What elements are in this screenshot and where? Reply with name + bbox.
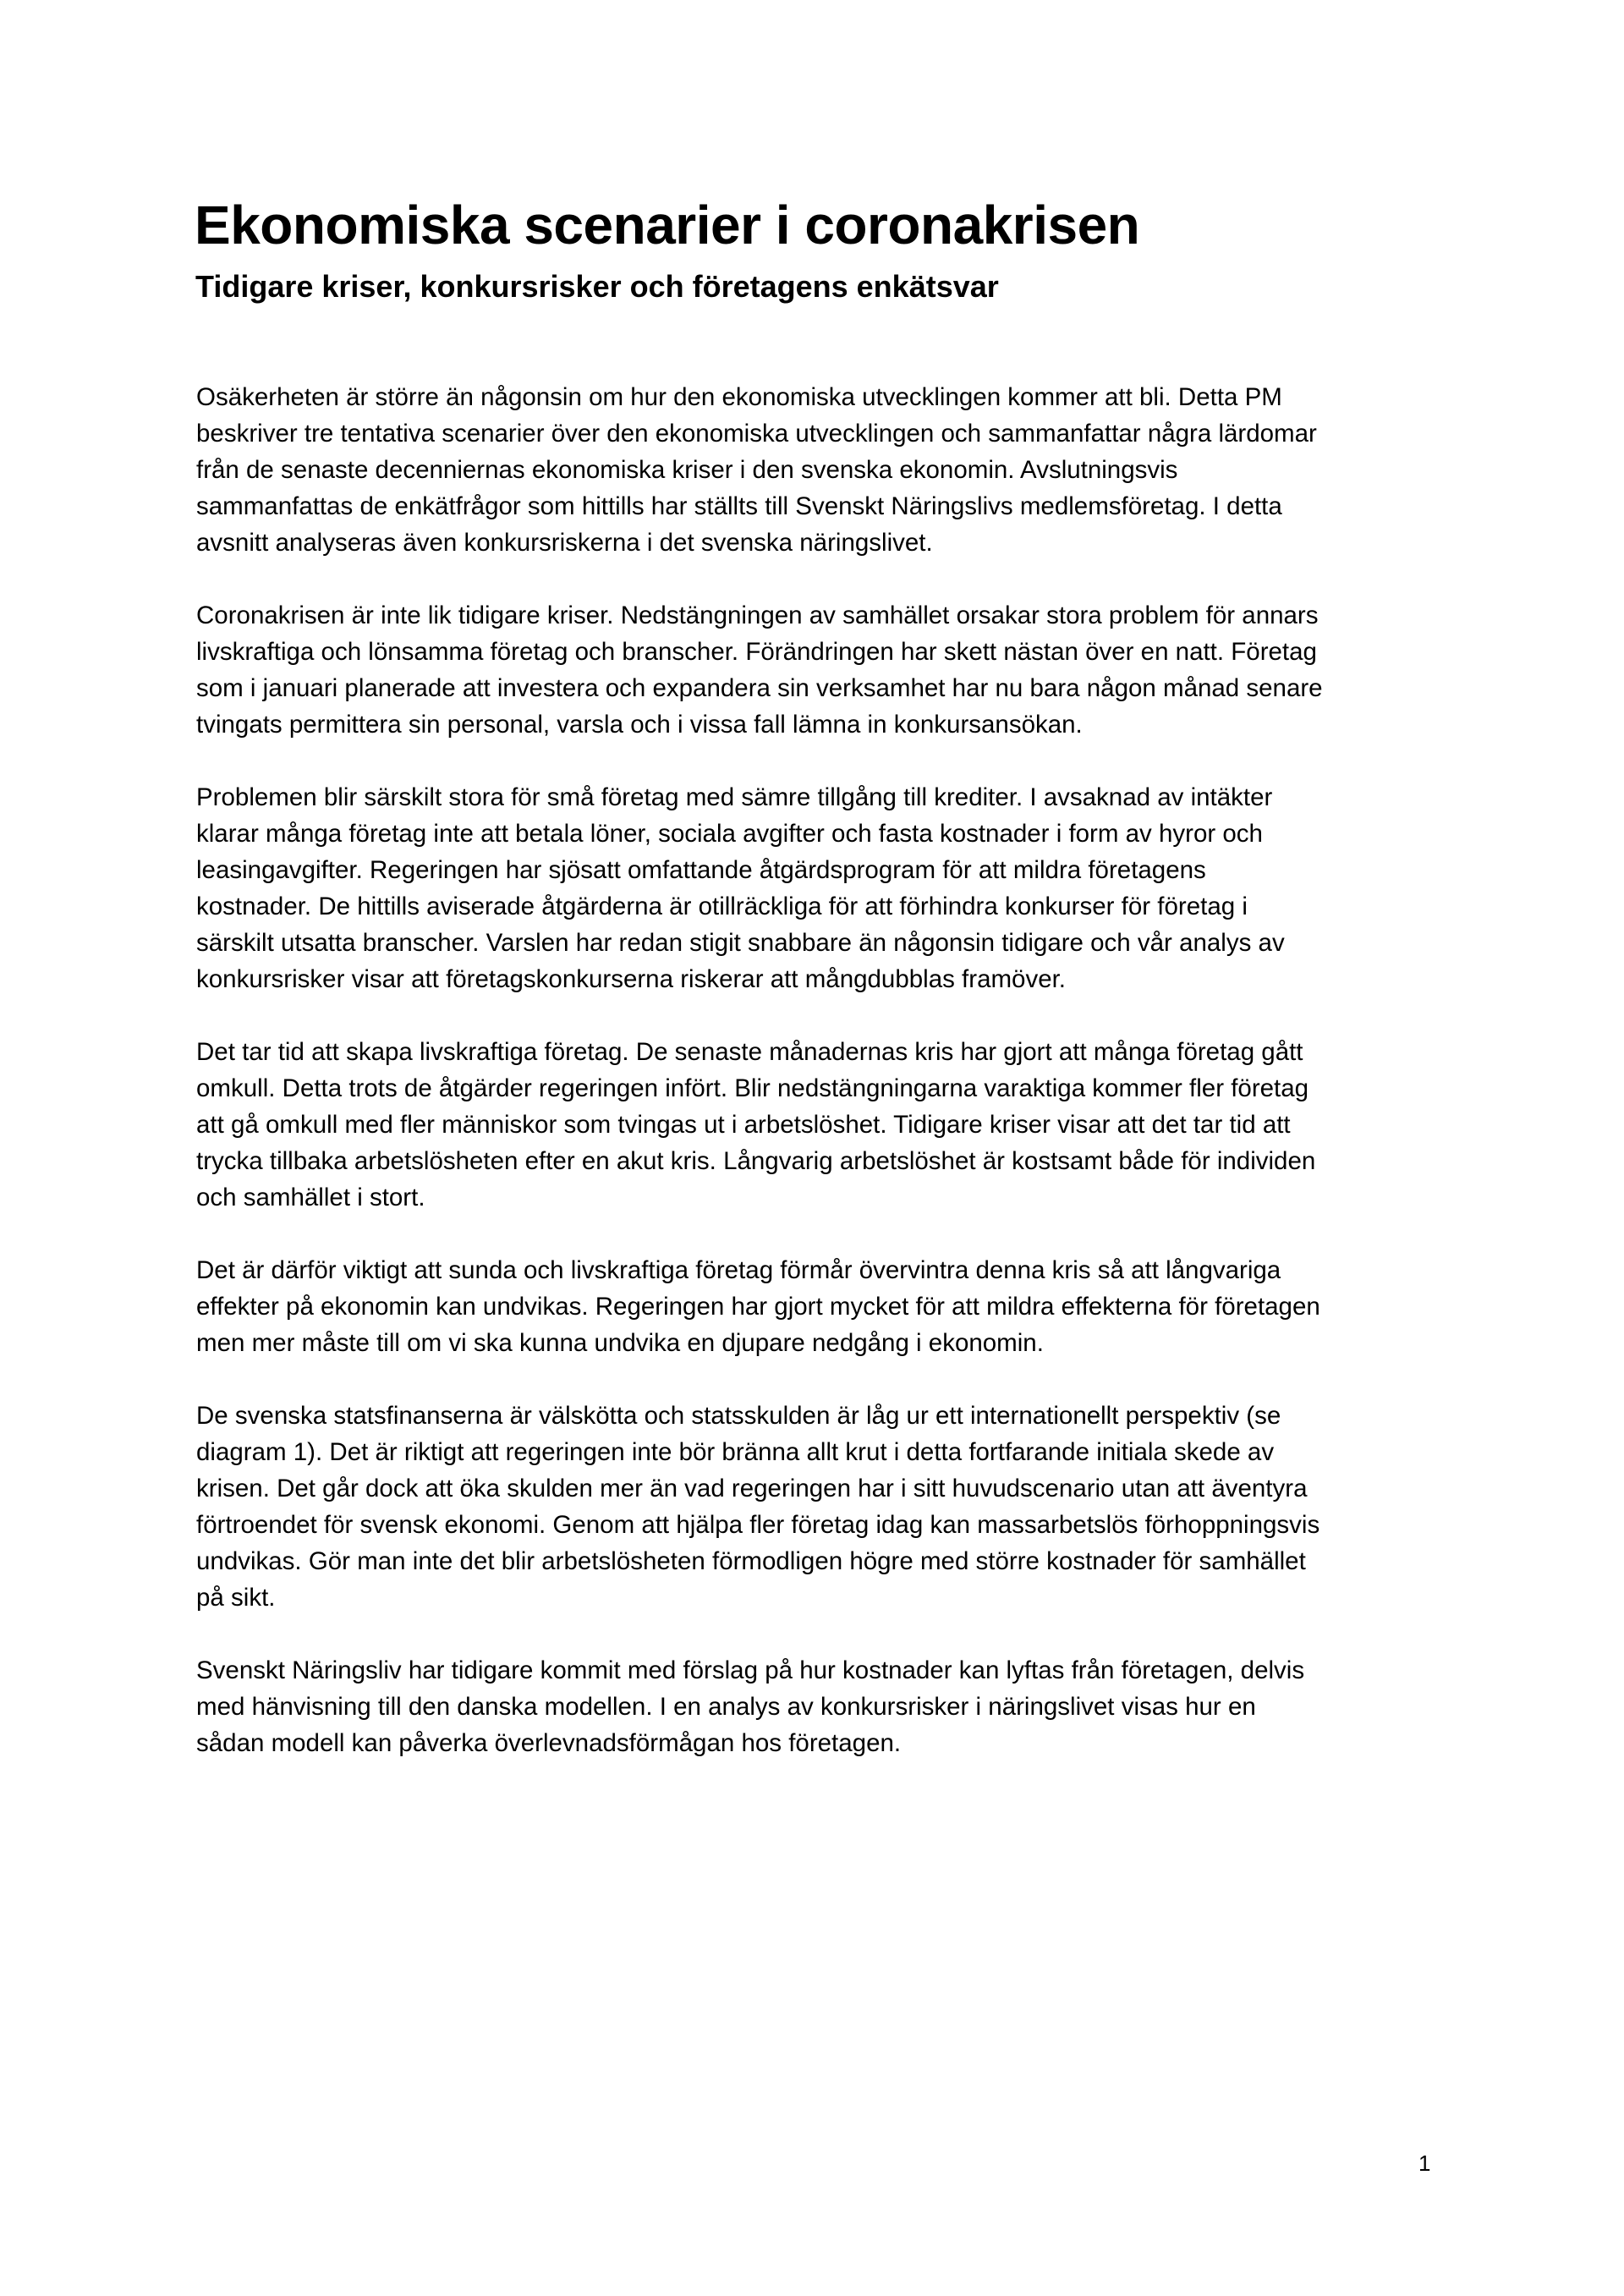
text-line: från de senaste decenniernas ekonomiska kriser i den svenska ekonomin. Avslutningsvis [196,456,1178,484]
text-line: sådan modell kan påverka överlevnadsförmågan hos företagen. [196,1729,902,1757]
text-line: Svenskt Näringsliv har tidigare kommit med förslag på hur kostnader kan lyftas från företagen, delvis [196,1656,1305,1684]
paragraph-intro [196,379,1448,561]
text-line: och samhället i stort. [196,1184,425,1211]
text-line: förtroendet för svensk ekonomi. Genom att hjälpa fler företag idag kan massarbetslös förhoppningsvis [196,1511,1320,1539]
document-subtitle: Tidigare kriser, konkursrisker och företagens enkätsvar [195,269,999,304]
text-line: diagram 1). Det är riktigt att regeringen inte bör bränna allt krut i detta fortfarande initiala skede av [196,1438,1275,1466]
page-number: 1 [1418,2150,1431,2176]
paragraph-forslag [196,1652,1448,1761]
text-line: att gå omkull med fler människor som tvingas ut i arbetslöshet. Tidigare kriser visar att det tar tid att [196,1111,1291,1139]
text-line: på sikt. [196,1584,276,1612]
text-line: effekter på ekonomin kan undvikas. Regeringen har gjort mycket för att mildra effekterna för företagen [196,1293,1320,1321]
text-line: konkursrisker visar att företagskonkurserna riskerar att mångdubblas framöver. [196,965,1067,993]
document-body [196,379,1448,1798]
paragraph-statsfinanser [196,1398,1448,1616]
text-line: undvikas. Gör man inte det blir arbetslösheten förmodligen högre med större kostnader för samhället [196,1547,1306,1575]
paragraph-overvintra [196,1252,1448,1361]
text-line: klarar många företag inte att betala löner, sociala avgifter och fasta kostnader i form av hyror och [196,820,1263,848]
text-line: Osäkerheten är större än någonsin om hur den ekonomiska utvecklingen kommer att bli. Detta PM [196,383,1282,411]
text-line: beskriver tre tentativa scenarier över den ekonomiska utvecklingen och sammanfattar några lärdomar [196,420,1317,448]
text-line: särskilt utsatta branscher. Varslen har redan stigit snabbare än någonsin tidigare och vår analys av [196,929,1285,957]
paragraph-livskraftiga [196,1034,1448,1216]
text-line: krisen. Det går dock att öka skulden mer än vad regeringen har i sitt huvudscenario utan att äventyra [196,1475,1308,1502]
text-line: avsnitt analyseras även konkursriskerna i det svenska näringslivet. [196,529,933,557]
paragraph-problemen [196,779,1448,997]
paragraph-coronakrisen [196,597,1448,743]
text-line: trycka tillbaka arbetslösheten efter en akut kris. Långvarig arbetslöshet är kostsamt både för individen [196,1147,1316,1175]
text-line: Problemen blir särskilt stora för små företag med sämre tillgång till krediter. I avsaknad av intäkter [196,783,1273,811]
text-line: kostnader. De hittills aviserade åtgärderna är otillräckliga för att förhindra konkurser för företag i [196,893,1248,920]
text-line: Det är därför viktigt att sunda och livskraftiga företag förmår övervintra denna kris så att långvariga [196,1256,1281,1284]
text-line: Det tar tid att skapa livskraftiga företag. De senaste månadernas kris har gjort att många företag gått [196,1038,1303,1066]
text-line: livskraftiga och lönsamma företag och branscher. Förändringen har skett nästan över en natt. Företag [196,638,1317,666]
text-line: som i januari planerade att investera och expandera sin verksamhet har nu bara någon månad senare [196,674,1323,702]
text-line: tvingats permittera sin personal, varsla och i vissa fall lämna in konkursansökan. [196,711,1083,739]
text-line: Coronakrisen är inte lik tidigare kriser. Nedstängningen av samhället orsakar stora problem för annars [196,601,1319,629]
text-line: men mer måste till om vi ska kunna undvika en djupare nedgång i ekonomin. [196,1329,1044,1357]
text-line: med hänvisning till den danska modellen. I en analys av konkursrisker i näringslivet visas hur en [196,1693,1256,1721]
text-line: omkull. Detta trots de åtgärder regeringen infört. Blir nedstängningarna varaktiga kommer fler företag [196,1074,1309,1102]
text-line: leasingavgifter. Regeringen har sjösatt omfattande åtgärdsprogram för att mildra företagens [196,856,1206,884]
document-title: Ekonomiska scenarier i coronakrisen [195,195,1140,255]
text-line: De svenska statsfinanserna är välskötta och statsskulden är låg ur ett internationellt perspektiv (se [196,1402,1281,1430]
text-line: sammanfattas de enkätfrågor som hittills har ställts till Svenskt Näringslivs medlemsföretag. I detta [196,492,1282,520]
